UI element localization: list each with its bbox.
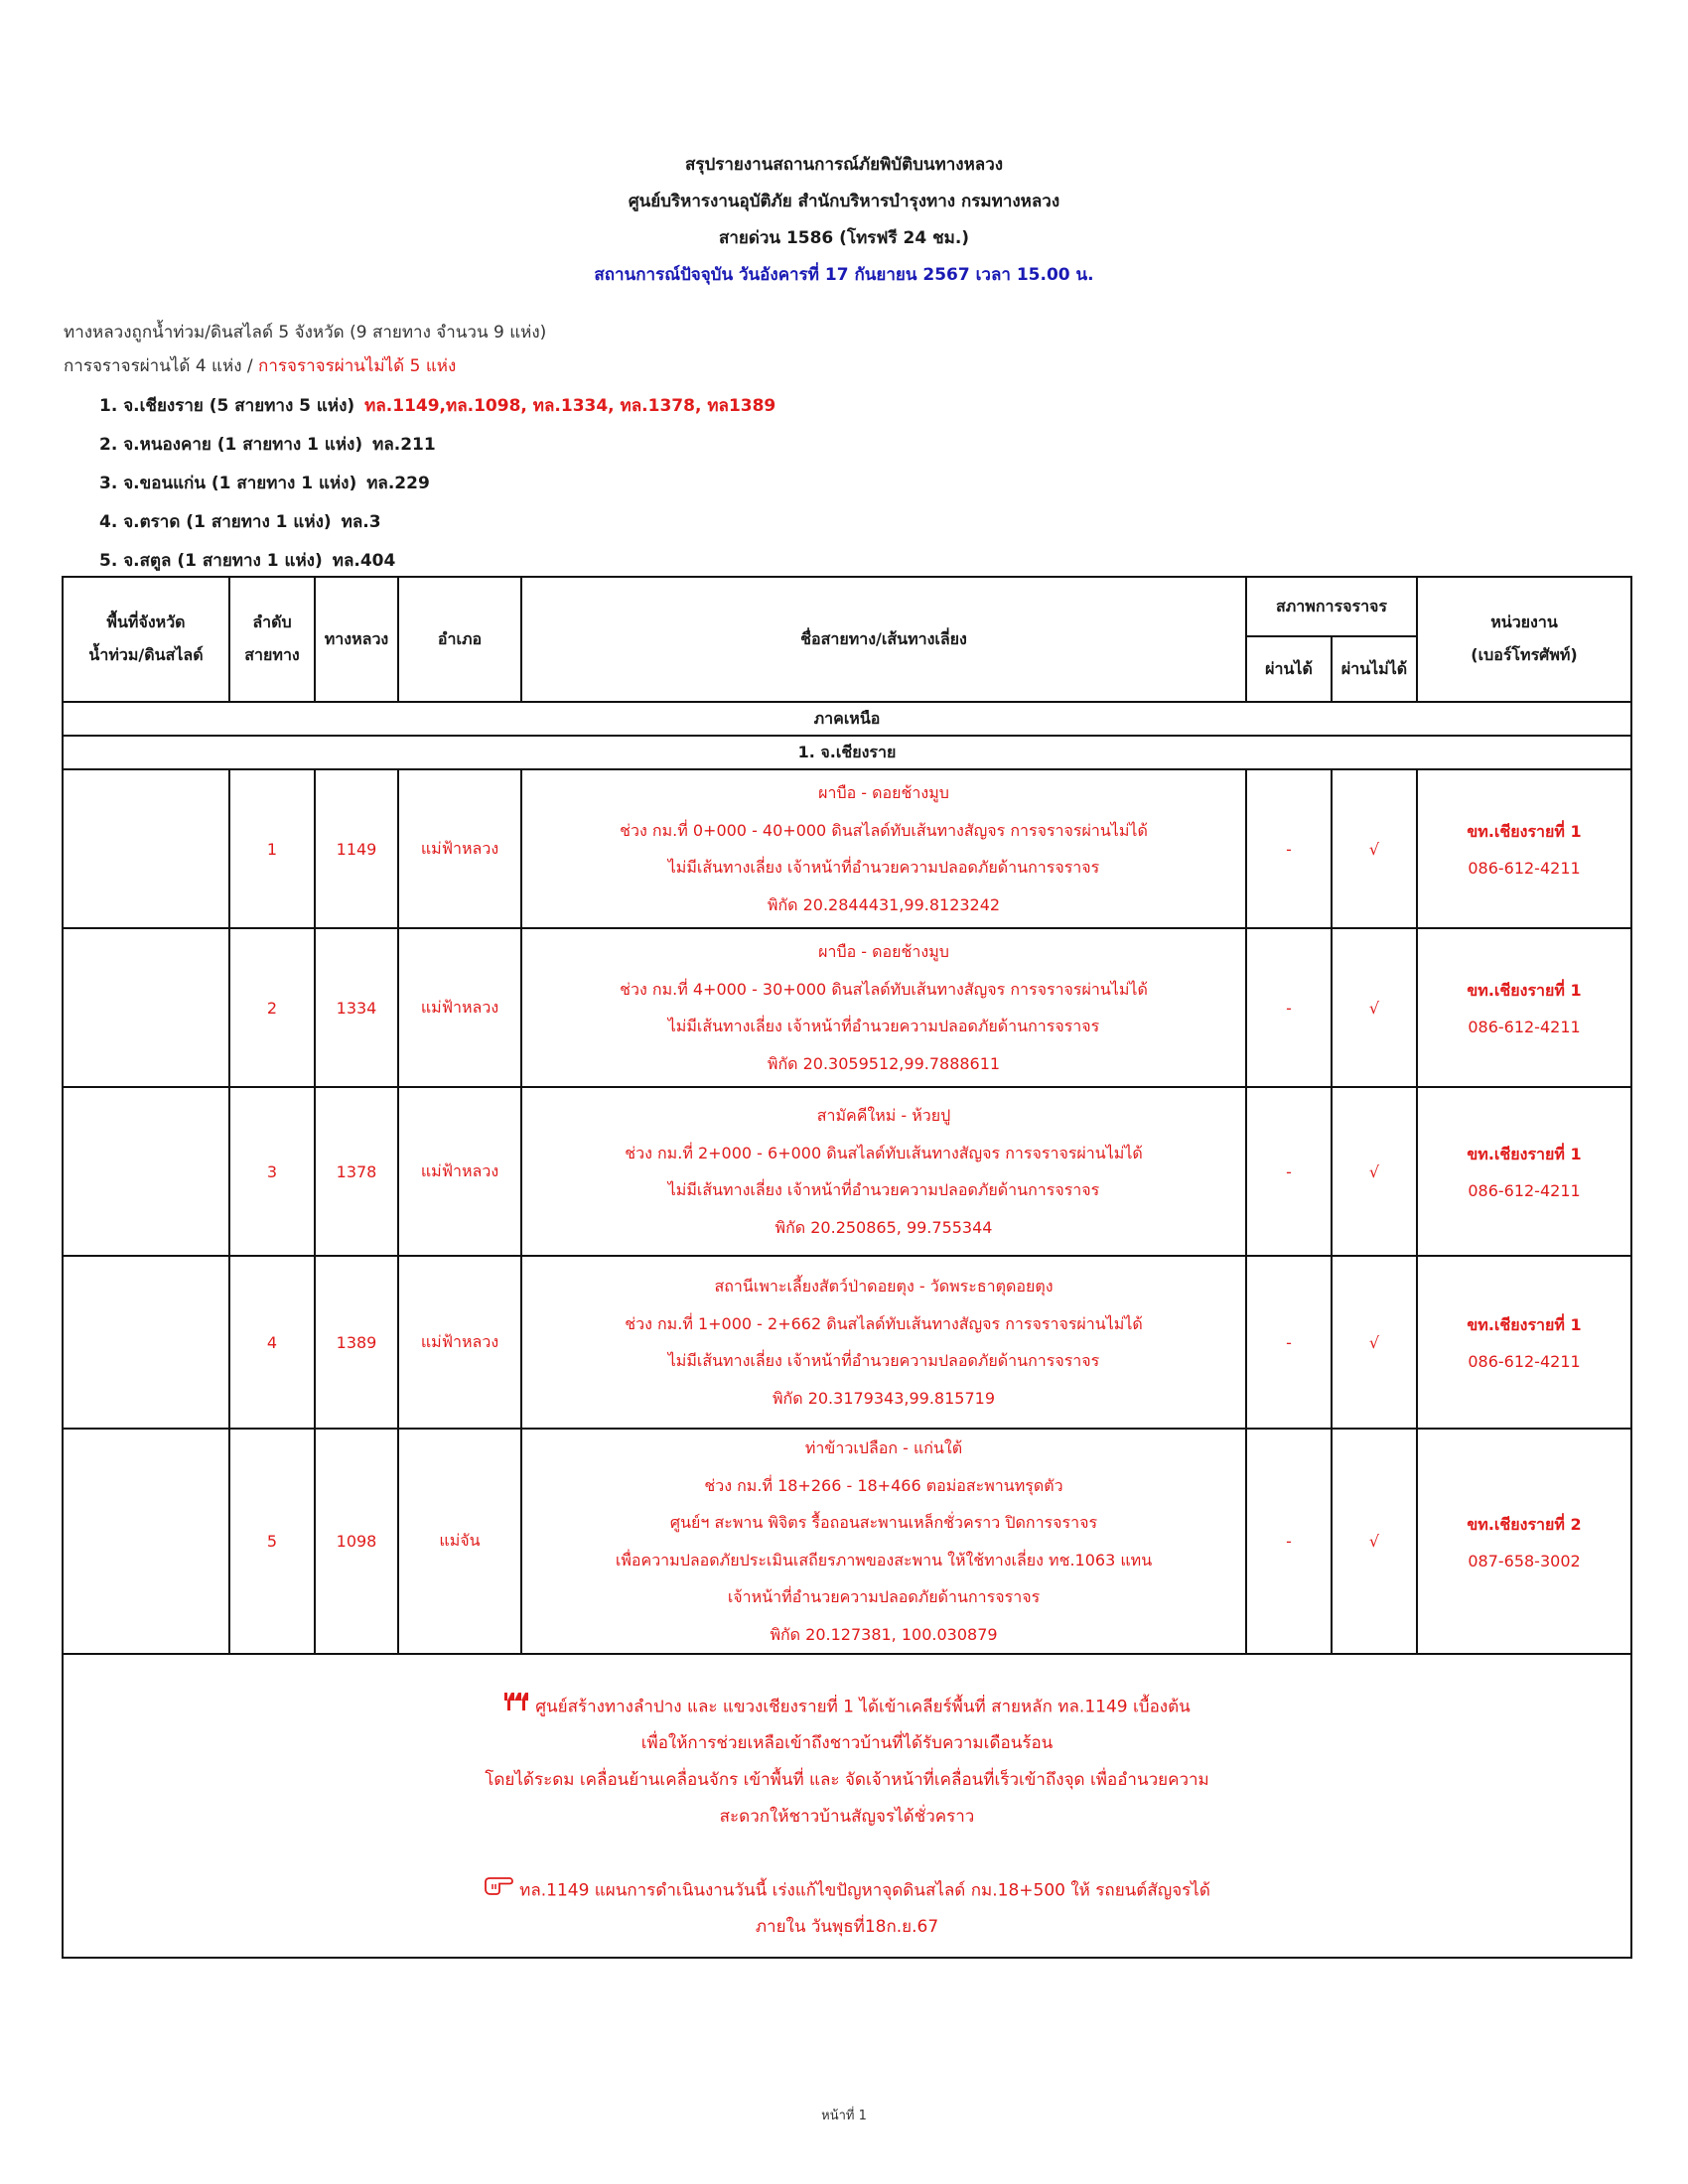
agency-cell: ขท.เชียงรายที่ 1 086-612-4211 [1417,769,1631,928]
notes-row [63,1654,1631,1958]
notes-cell [63,1654,1631,1958]
col-header-agency: หน่วยงาน (เบอร์โทรศัพท์) [1417,577,1631,702]
page-number: หน้าที่ 1 [821,2109,867,2123]
district-cell: แม่ฟ้าหลวง [398,1256,521,1429]
nopass-cell: √ [1332,1429,1417,1654]
table-row [63,1087,1631,1256]
col-header-seq: ลำดับ สายทาง [229,577,315,702]
nopass-cell: √ [1332,769,1417,928]
col-header-highway: ทางหลวง [315,577,398,702]
agency-cell: ขท.เชียงรายที่ 1 086-612-4211 [1417,928,1631,1087]
route-cell: สามัคคีใหม่ - ห้วยปู ช่วง กม.ที่ 2+000 - 6+000 ดินสไลด์ทับเส้นทางสัญจร การจราจรผ่านไม่ได้ ไม่มีเส้นทางเลี่ยง เจ้าหน้าที่อำนวยความปลอดภัยด้านการจราจร พิกัด 20.250865, 99.755344 [521,1087,1246,1256]
pass-cell: - [1246,1087,1332,1256]
note-line: ภายใน วันพุธที่18ก.ย.67 [755,1916,939,1937]
incident-table [62,576,1632,1959]
area-cell [63,1256,229,1429]
hotline: สายด่วน 1586 (โทรฟรี 24 ชม.) [718,228,970,248]
report-datetime: สถานการณ์ปัจจุบัน วันอังคารที่ 17 กันยายน 2567 เวลา 15.00 น. [594,265,1094,285]
seq-cell: 4 [229,1256,315,1429]
note-line: โดยได้ระดม เคลื่อนย้านเคลื่อนจักร เข้าพื้นที่ และ จัดเจ้าหน้าที่เคลื่อนที่เร็วเข้าถึงจุด เพื่ออำนวยความ [485,1769,1209,1790]
col-header-status: สภาพการจราจร [1246,577,1417,636]
col-header-pass: ผ่านได้ [1246,636,1332,702]
province-label: 2. จ.หนองคาย (1 สายทาง 1 แห่ง) [99,435,363,455]
province-routes: ทล.229 [366,474,430,493]
pass-count: การจราจรผ่านได้ 4 แห่ง / [64,356,259,376]
province-label: 5. จ.สตูล (1 สายทาง 1 แห่ง) [99,551,323,571]
route-cell: ท่าข้าวเปลือก - แก่นใต้ ช่วง กม.ที่ 18+266 - 18+466 ตอม่อสะพานทรุดตัว ศูนย์ฯ สะพาน พิจิตร รื้อถอนสะพานเหล็กชั่วคราว ปิดการจราจร เพื่อความปลอดภัยประเมินเสถียรภาพของสะพาน ให้ใช้ทางเลี่ยง ทช.1063 แทน เจ้าหน้าที่อำนวยความปลอดภัยด้านการจราจร พิกัด 20.127381, 100.030879 [521,1429,1246,1654]
highway-cell: 1389 [315,1256,398,1429]
summary-line: ทางหลวงถูกน้ำท่วม/ดินสไลด์ 5 จังหวัด (9 สายทาง จำนวน 9 แห่ง) [64,323,547,342]
area-cell [63,1087,229,1256]
province-item [99,503,775,542]
province-routes: ทล.3 [341,512,381,532]
area-cell [63,1429,229,1654]
seq-cell: 3 [229,1087,315,1256]
pass-cell: - [1246,1429,1332,1654]
province-label: 1. จ.เชียงราย [63,736,1631,769]
table-row [63,928,1631,1087]
report-header [0,147,1688,294]
area-cell [63,769,229,928]
highway-cell: 1149 [315,769,398,928]
note-line: สะดวกให้ชาวบ้านสัญจรได้ชั่วคราว [719,1806,975,1827]
district-cell: แม่ฟ้าหลวง [398,769,521,928]
table-row [63,1429,1631,1654]
route-cell: ผาบือ - ดอยช้างมูบ ช่วง กม.ที่ 4+000 - 30+000 ดินสไลด์ทับเส้นทางสัญจร การจราจรผ่านไม่ได้ ไม่มีเส้นทางเลี่ยง เจ้าหน้าที่อำนวยความปลอดภัยด้านการจราจร พิกัด 20.3059512,99.7888611 [521,928,1246,1087]
nopass-cell: √ [1332,928,1417,1087]
highway-cell: 1378 [315,1087,398,1256]
col-header-district: อำเภอ [398,577,521,702]
route-cell: ผาบือ - ดอยช้างมูบ ช่วง กม.ที่ 0+000 - 40+000 ดินสไลด์ทับเส้นทางสัญจร การจราจรผ่านไม่ได้ ไม่มีเส้นทางเลี่ยง เจ้าหน้าที่อำนวยความปลอดภัยด้านการจราจร พิกัด 20.2844431,99.8123242 [521,769,1246,928]
nopass-count: การจราจรผ่านไม่ได้ 5 แห่ง [258,356,457,376]
col-header-area: พื้นที่จังหวัด น้ำท่วม/ดินสไลด์ [63,577,229,702]
pass-cell: - [1246,769,1332,928]
district-cell: แม่ฟ้าหลวง [398,928,521,1087]
seq-cell: 1 [229,769,315,928]
agency-cell: ขท.เชียงรายที่ 1 086-612-4211 [1417,1256,1631,1429]
col-header-nopass: ผ่านไม่ได้ [1332,636,1417,702]
pass-cell: - [1246,928,1332,1087]
note-line: เพื่อให้การช่วยเหลือเข้าถึงชาวบ้านที่ได้รับความเดือนร้อน [640,1732,1054,1753]
province-item [99,387,775,426]
area-cell [63,928,229,1087]
table-row [63,1256,1631,1429]
col-header-route: ชื่อสายทาง/เส้นทางเลี่ยง [521,577,1246,702]
province-label: 1. จ.เชียงราย (5 สายทาง 5 แห่ง) [99,396,355,416]
province-list [99,387,775,581]
province-routes: ทล.404 [332,551,396,571]
province-label: 3. จ.ขอนแก่น (1 สายทาง 1 แห่ง) [99,474,357,493]
region-row [63,702,1631,736]
province-item [99,426,775,465]
report-org: ศูนย์บริหารงานอุบัติภัย สำนักบริหารบำรุงทาง กรมทางหลวง [628,192,1060,211]
road-barrier-icon [503,1689,529,1725]
highway-cell: 1098 [315,1429,398,1654]
report-title: สรุปรายงานสถานการณ์ภัยพิบัติบนทางหลวง [684,155,1004,175]
province-item [99,465,775,503]
traffic-summary [64,349,546,383]
agency-cell: ขท.เชียงรายที่ 2 087-658-3002 [1417,1429,1631,1654]
seq-cell: 5 [229,1429,315,1654]
note-line: ศูนย์สร้างทางลำปาง และ แขวงเชียงรายที่ 1 ได้เข้าเคลียร์พื้นที่ สายหลัก ทล.1149 เบื้องต้น [64,1689,1630,1725]
district-cell: แม่จัน [398,1429,521,1654]
summary [64,316,546,383]
note-line: ทล.1149 แผนการดำเนินงานวันนี้ เร่งแก้ไขปัญหาจุดดินสไลด์ กม.18+500 ให้ รถยนต์สัญจรได้ [64,1872,1630,1909]
agency-cell: ขท.เชียงรายที่ 1 086-612-4211 [1417,1087,1631,1256]
route-cell: สถานีเพาะเลี้ยงสัตว์ป่าดอยตุง - วัดพระธาตุดอยตุง ช่วง กม.ที่ 1+000 - 2+662 ดินสไลด์ทับเส้นทางสัญจร การจราจรผ่านไม่ได้ ไม่มีเส้นทางเลี่ยง เจ้าหน้าที่อำนวยความปลอดภัยด้านการจราจร พิกัด 20.3179343,99.815719 [521,1256,1246,1429]
province-label: 4. จ.ตราด (1 สายทาง 1 แห่ง) [99,512,332,532]
region-label: ภาคเหนือ [63,702,1631,736]
nopass-cell: √ [1332,1087,1417,1256]
pass-cell: - [1246,1256,1332,1429]
highway-cell: 1334 [315,928,398,1087]
pointing-hand-icon [484,1872,513,1909]
nopass-cell: √ [1332,1256,1417,1429]
province-routes: ทล.211 [372,435,436,455]
province-row [63,736,1631,769]
seq-cell: 2 [229,928,315,1087]
table-row [63,769,1631,928]
header-row [63,577,1631,636]
district-cell: แม่ฟ้าหลวง [398,1087,521,1256]
province-routes: ทล.1149,ทล.1098, ทล.1334, ทล.1378, ทล1389 [364,396,776,416]
